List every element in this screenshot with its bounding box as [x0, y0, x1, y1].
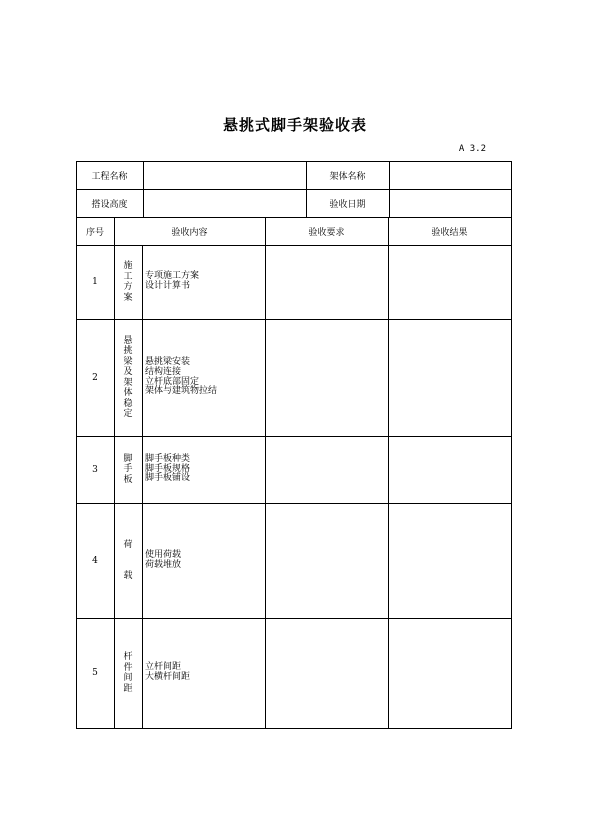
row-seq: 1	[92, 277, 98, 287]
row-seq: 5	[92, 668, 98, 678]
project-name-value[interactable]	[144, 162, 306, 189]
row-seq: 2	[92, 372, 98, 383]
row-result[interactable]	[389, 246, 511, 319]
frame-name-value[interactable]	[390, 162, 511, 189]
row-category: 荷 载	[123, 539, 133, 581]
row-result[interactable]	[389, 504, 511, 618]
row-requirement[interactable]	[266, 504, 388, 618]
row-requirement[interactable]	[266, 246, 388, 319]
column-header-content: 验收内容	[171, 227, 208, 238]
row-seq: 4	[92, 555, 98, 566]
column-header-seq: 序号	[85, 227, 104, 238]
row-items: 专项施工方案 设计计算书	[145, 271, 200, 291]
row-seq: 3	[92, 464, 98, 475]
row-category: 脚 手 板	[123, 453, 133, 485]
page-title: 悬挑式脚手架验收表	[222, 116, 367, 134]
row-items: 立杆间距 大横杆间距	[145, 662, 191, 682]
row-requirement[interactable]	[266, 320, 388, 436]
row-requirement[interactable]	[266, 437, 388, 503]
row-category: 施 工 方 案	[123, 261, 133, 303]
row-items: 悬挑梁安装 结构连接 立杆底部固定 架体与建筑物拉结	[145, 356, 218, 397]
project-name-label: 工程名称	[91, 171, 128, 182]
row-category: 悬 挑 梁 及 架 体 稳 定	[123, 335, 133, 419]
height-value[interactable]	[144, 190, 306, 217]
form-code: A 3.2	[458, 144, 486, 154]
row-result[interactable]	[389, 437, 511, 503]
column-header-requirement: 验收要求	[308, 227, 345, 238]
frame-name-label: 架体名称	[329, 171, 366, 182]
row-result[interactable]	[389, 320, 511, 436]
date-label: 验收日期	[329, 199, 366, 210]
row-items: 使用荷载 荷载堆放	[145, 549, 182, 570]
column-header-result: 验收结果	[431, 227, 468, 238]
date-value[interactable]	[390, 190, 511, 217]
row-requirement[interactable]	[266, 619, 388, 728]
row-category: 杆 件 间 距	[123, 652, 133, 694]
row-result[interactable]	[389, 619, 511, 728]
height-label: 搭设高度	[91, 199, 128, 210]
row-items: 脚手板种类 脚手板规格 脚手板铺设	[145, 453, 191, 484]
